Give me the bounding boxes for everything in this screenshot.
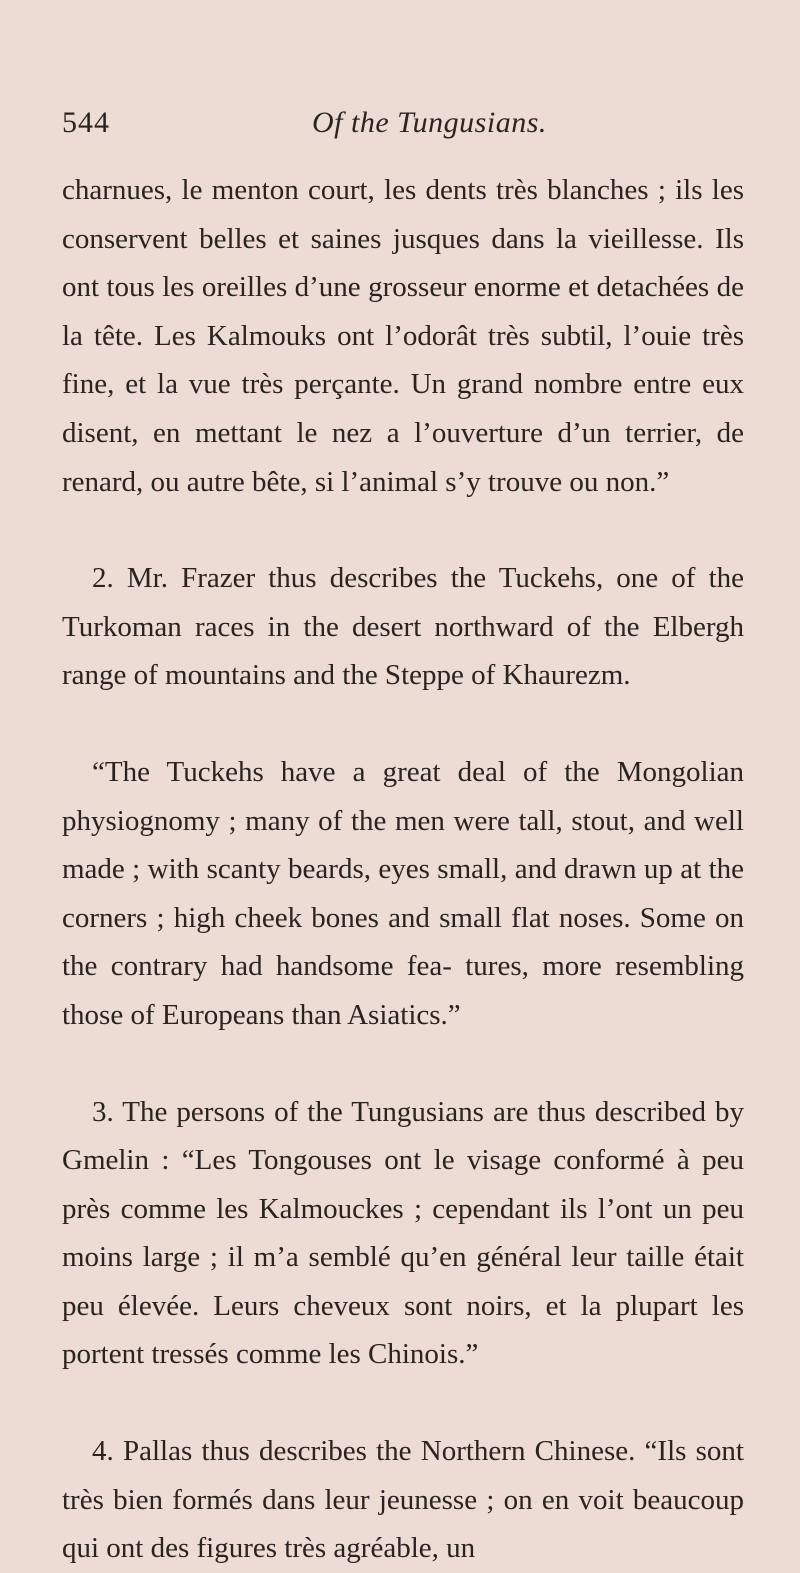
paragraph-continuation: charnues, le menton court, les dents très blanches ; ils les conservent belles et saines jusques dans la vieillesse. Ils ont tous les oreilles d’une grosseur enorme et detachées de la tête. Les Kalmouks ont l’odorât très subtil, l’ouie très fine, et la vue très perçante. Un grand nombre entre eux disent, en mettant le nez a l’ouverture d’un terrier, de renard, ou autre bête, si l’animal s’y trouve ou non.” <box>62 174 744 498</box>
page-body <box>62 166 744 1573</box>
paragraph-gap <box>62 1379 744 1427</box>
paragraph-gap <box>62 506 744 554</box>
paragraph-tuckehs-quote: “The Tuckehs have a great deal of the Mongolian physiognomy ; many of the men were tall, stout, and well made ; with scanty beards, eyes small, and drawn up at the corners ; high cheek bones and small flat noses. Some on the contrary had handsome fea- tures, more resembling those of Europeans than Asiatics.” <box>62 755 744 1031</box>
paragraph-pallas: 4. Pallas thus describes the Northern Chinese. “Ils sont très bien formés dans leur jeunesse ; on en voit beaucoup qui ont des figures très agréable, un <box>62 1435 744 1565</box>
paragraph-frazer: 2. Mr. Frazer thus describes the Tuckehs, one of the Turkoman races in the desert northward of the Elbergh range of mountains and the Steppe of Khaurezm. <box>62 562 744 692</box>
paragraph-gmelin: 3. The persons of the Tungusians are thus described by Gmelin : “Les Tongouses ont le visage conformé à peu près comme les Kalmouckes ; cependant ils l’ont un peu moins large ; il m’a semblé qu’en général leur taille était peu élevée. Leurs cheveux sont noirs, et la plupart les portent tressés comme les Chinois.” <box>62 1095 744 1371</box>
paragraph-gap <box>62 1040 744 1088</box>
paragraph-gap <box>62 700 744 748</box>
running-title: Of the Tungusians. <box>312 106 547 139</box>
running-head <box>62 103 744 143</box>
page-number: 544 <box>62 106 110 139</box>
